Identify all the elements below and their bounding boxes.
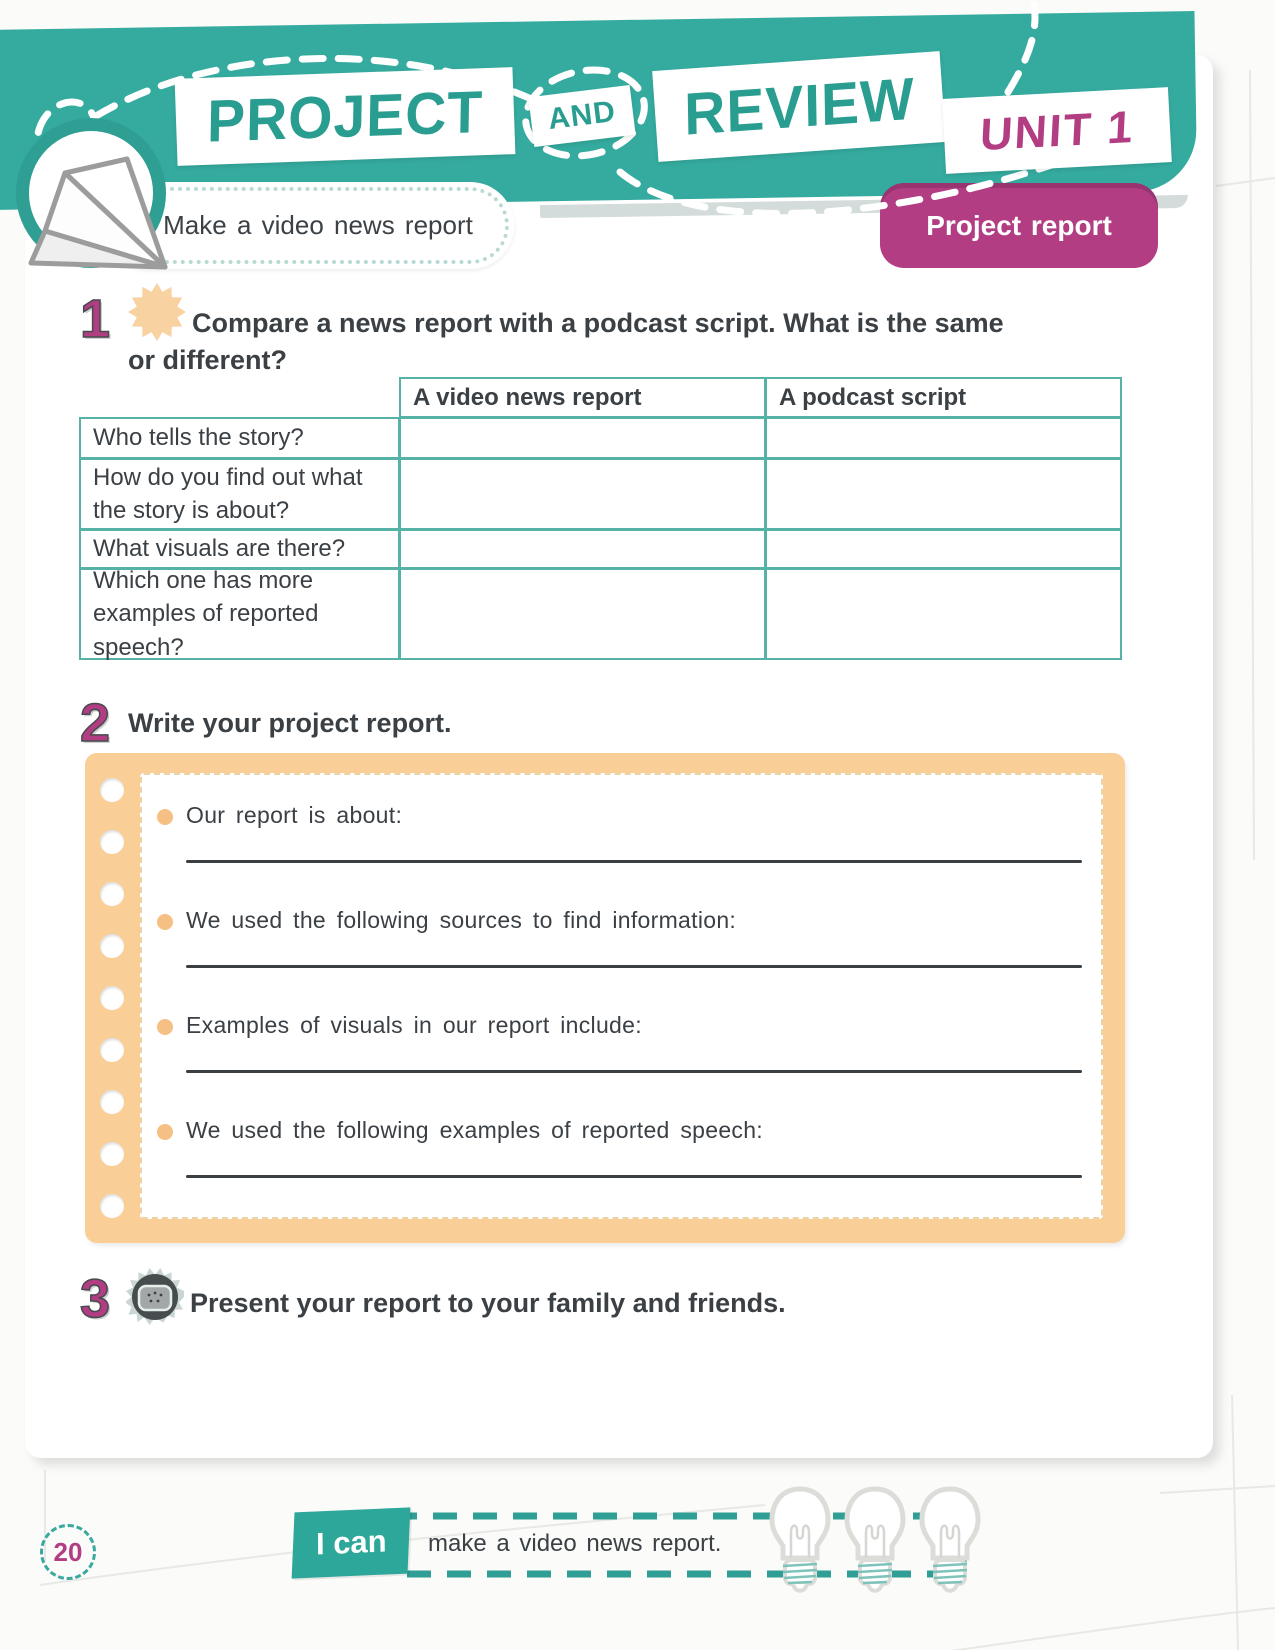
punch-hole-icon	[100, 882, 124, 906]
table-answer-cell[interactable]	[765, 568, 1122, 660]
project-report-badge-label: Project report	[926, 209, 1112, 241]
title-project: PROJECT	[206, 78, 484, 155]
punch-hole-icon	[100, 1194, 124, 1218]
table-row-label: Which one has more examples of reported speech?	[79, 568, 400, 660]
page-number-badge	[40, 1524, 96, 1580]
medal-icon	[126, 1268, 184, 1326]
title-review: REVIEW	[683, 65, 915, 148]
punch-hole-icon	[100, 778, 124, 802]
bullet-icon	[157, 1019, 173, 1035]
write-line[interactable]	[186, 1175, 1082, 1178]
activity-1-instruction-line2: or different?	[128, 345, 287, 375]
table-row-label: How do you find out what the story is about?	[79, 458, 400, 530]
activity-1-instruction-line1: Compare a news report with a podcast script. What is the same	[192, 308, 1004, 338]
lightbulb-icon	[766, 1484, 834, 1598]
table-answer-cell[interactable]	[399, 458, 766, 530]
table-corner-blank	[79, 377, 400, 418]
write-line[interactable]	[186, 1070, 1082, 1073]
report-prompt: Examples of visuals in our report include:	[186, 1012, 642, 1038]
table-header-podcast-script: A podcast script	[765, 377, 1122, 418]
write-line[interactable]	[186, 860, 1082, 863]
punch-hole-icon	[100, 1142, 124, 1166]
write-line[interactable]	[186, 965, 1082, 968]
i-can-statement: make a video news report.	[428, 1530, 722, 1557]
page-number: 20	[53, 1536, 83, 1567]
table-row-label: Who tells the story?	[79, 417, 400, 459]
table-answer-cell[interactable]	[399, 568, 766, 660]
punch-hole-icon	[100, 986, 124, 1010]
punch-hole-icon	[100, 934, 124, 958]
bullet-icon	[157, 1124, 173, 1140]
activity-2-instruction: Write your project report.	[128, 708, 452, 738]
report-prompt: We used the following sources to find information:	[186, 907, 737, 933]
paper-plane-glyph	[15, 139, 177, 289]
activity-1-instruction	[128, 305, 1088, 379]
comparison-table	[80, 378, 1122, 660]
table-answer-cell[interactable]	[765, 529, 1122, 569]
table-answer-cell[interactable]	[765, 458, 1122, 530]
unit-label: UNIT 1	[978, 100, 1136, 160]
report-prompt: Our report is about:	[186, 802, 403, 828]
table-answer-cell[interactable]	[399, 529, 766, 569]
lesson-subtitle: Make a video news report	[163, 210, 473, 240]
bullet-icon	[157, 809, 173, 825]
i-can-label: I can	[315, 1523, 387, 1562]
lightbulb-icon	[841, 1484, 909, 1598]
table-answer-cell[interactable]	[765, 417, 1122, 459]
punch-hole-icon	[100, 1090, 124, 1114]
table-row-label: What visuals are there?	[79, 529, 400, 569]
paper-plane-icon	[16, 118, 166, 268]
bullet-icon	[157, 914, 173, 930]
punch-hole-icon	[100, 1038, 124, 1062]
activity-1-number: 1	[80, 289, 111, 349]
table-answer-cell[interactable]	[399, 417, 766, 459]
title-banner-project	[175, 67, 516, 166]
punch-hole-icon	[100, 830, 124, 854]
title-and: AND	[546, 94, 618, 137]
report-prompt: We used the following examples of reported speech:	[186, 1117, 763, 1143]
activity-2-number: 2	[80, 693, 111, 753]
table-header-video-news-report: A video news report	[399, 377, 766, 418]
i-can-badge	[292, 1507, 411, 1578]
lightbulb-icon	[916, 1484, 984, 1598]
unit-banner	[942, 87, 1172, 174]
lesson-subtitle-box	[122, 182, 514, 269]
activity-3-number: 3	[80, 1269, 111, 1329]
report-notebook-paper	[140, 773, 1103, 1219]
activity-3-instruction: Present your report to your family and friends.	[190, 1288, 786, 1318]
subtitle-decorative-border	[127, 187, 509, 264]
